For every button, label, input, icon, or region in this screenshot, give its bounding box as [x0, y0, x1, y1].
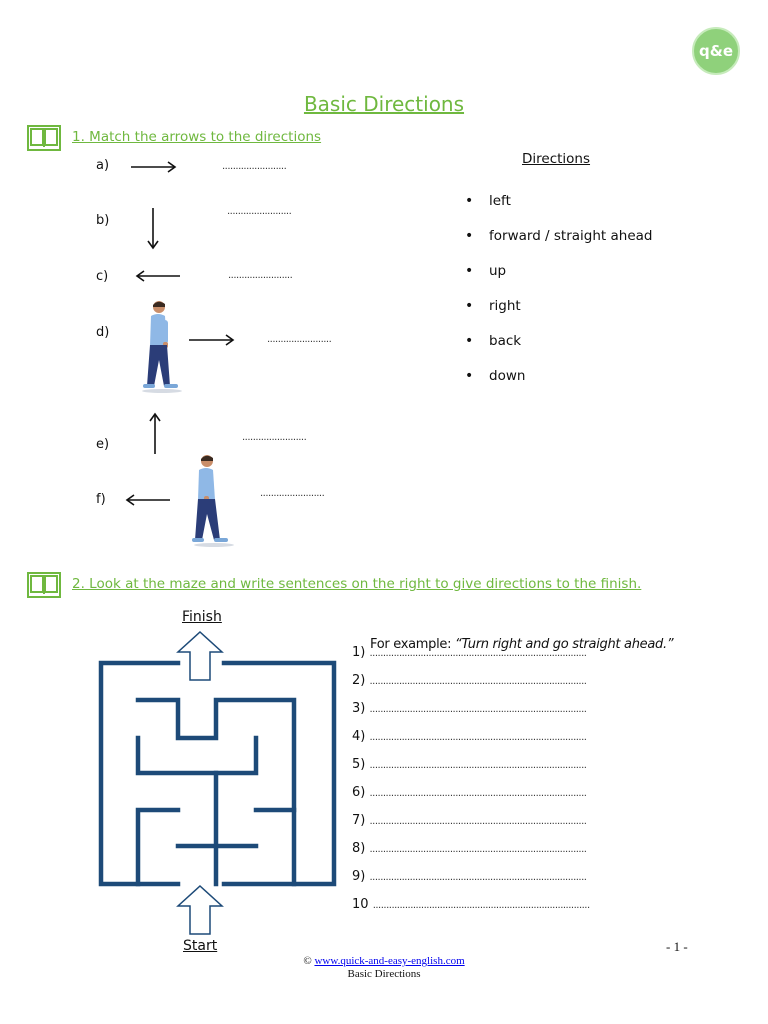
- walking-man-icon: [190, 452, 238, 548]
- arrow-right-icon: [130, 160, 178, 174]
- item-b-blank[interactable]: ........................: [227, 206, 292, 217]
- example-sentence: For example: “Turn right and go straight ahead.”: [370, 637, 674, 652]
- directions-heading: Directions: [522, 151, 591, 167]
- item-d-letter: d): [96, 325, 110, 340]
- answer-line[interactable]: 2) .................................................................................: [352, 673, 587, 688]
- arrow-up-icon: [148, 411, 162, 455]
- item-d-blank[interactable]: ........................: [267, 334, 332, 345]
- maze-diagram: [96, 628, 341, 940]
- item-a-letter: a): [96, 158, 110, 173]
- arrow-left-icon: [134, 269, 182, 283]
- answer-line[interactable]: 3) .................................................................................: [352, 701, 587, 716]
- start-label: Start: [183, 938, 218, 954]
- answer-line[interactable]: 8) .................................................................................: [352, 841, 587, 856]
- list-item: • left: [465, 193, 511, 209]
- answer-line[interactable]: 5) .................................................................................: [352, 757, 587, 772]
- book-icon: [27, 125, 61, 151]
- list-item: • down: [465, 368, 526, 384]
- item-c-blank[interactable]: ........................: [228, 270, 293, 281]
- item-f-blank[interactable]: ........................: [260, 488, 325, 499]
- list-item: • forward / straight ahead: [465, 228, 653, 244]
- answer-line[interactable]: 9) .................................................................................: [352, 869, 587, 884]
- arrow-down-icon: [146, 207, 160, 251]
- list-item: • right: [465, 298, 521, 314]
- answer-line[interactable]: 1) .................................................................................: [352, 645, 587, 660]
- page-title: Basic Directions: [303, 92, 465, 116]
- arrow-left-icon: [124, 493, 172, 507]
- arrow-right-icon: [188, 333, 236, 347]
- answer-line[interactable]: 6) .................................................................................: [352, 785, 587, 800]
- item-a-blank[interactable]: ........................: [222, 161, 287, 172]
- item-c-letter: c): [96, 269, 109, 284]
- walking-man-icon: [138, 298, 186, 394]
- section-1-heading: 1. Match the arrows to the directions: [72, 129, 322, 145]
- brand-logo: q&e: [692, 27, 740, 75]
- page-number: - 1 -: [666, 939, 688, 954]
- answer-line[interactable]: 4) .................................................................................: [352, 729, 587, 744]
- footer-link-line: © www.quick-and-easy-english.com: [303, 955, 465, 967]
- website-link[interactable]: www.quick-and-easy-english.com: [314, 955, 465, 967]
- list-item: • up: [465, 263, 507, 279]
- answer-line[interactable]: 7) .................................................................................: [352, 813, 587, 828]
- item-b-letter: b): [96, 213, 110, 228]
- directions-list: [465, 193, 652, 403]
- footer-subtitle: Basic Directions: [347, 968, 421, 980]
- item-e-blank[interactable]: ........................: [242, 432, 307, 443]
- book-icon: [27, 572, 61, 598]
- item-f-letter: f): [96, 492, 106, 507]
- answer-line[interactable]: 10 .................................................................................: [352, 897, 590, 912]
- section-2-heading: 2. Look at the maze and write sentences on the right to give directions to the finish.: [72, 576, 642, 592]
- list-item: • back: [465, 333, 522, 349]
- item-e-letter: e): [96, 437, 110, 452]
- finish-label: Finish: [182, 609, 222, 625]
